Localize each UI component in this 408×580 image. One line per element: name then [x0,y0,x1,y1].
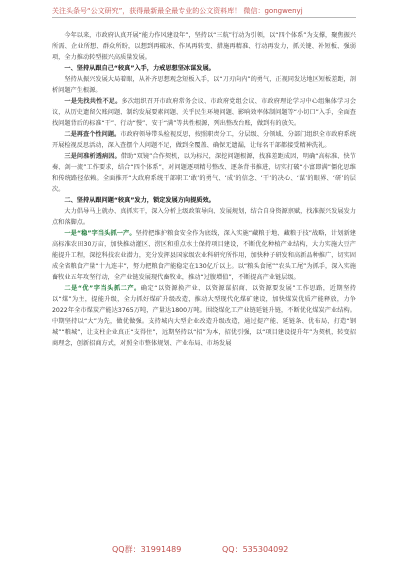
section-heading-2: 二、坚持从跟问题“较真”发力，锁定发展方向提质效。 [64,197,215,204]
page-header [0,0,408,22]
footer-qq-group: QQ群：31991489 [112,545,182,554]
point-paragraph [52,151,356,195]
point-lead: 二是再查个性问题。 [64,131,121,138]
intro-paragraph: 今年以来，市政府认真开展“能力作风建设年”，坚持以“三航”行动为引领，以“四个体系”为支撑，聚焦振兴所需、企业所想、群众所盼，以想到再破冰、作风再转变、措施再精准、行动再发力，抓关键、补短板、强弱项，全力推动转型振兴高质量发展。 [52,32,356,61]
point-text: 借助“双镜”合作契机，以为标尺，深挖问题根源，找准差距成因，明确“高标准、快节奏、剑一流”工作要求，结合“四个体系”，对问题逐项精号整改、逐条背书推进，切实打破“小富即满”僵化思维和传统路径依赖。全面推开“大政府系统干部职工‘敢’的勇气、‘成’的信念、‘干’的决心、‘谋’的眼界、‘研’的层次。 [52,153,356,193]
point-lead: 二是“优”字当头抓二产。 [64,285,141,292]
point-lead: 一是“稳”字当头抓一产。 [64,230,136,237]
point-paragraph [52,283,356,349]
body-paragraph: 坚持从振兴发展大局着眼，从补齐思想观念短板入手，以“刀刃向内”的勇气，正视同发达地区短板差距，剖析问题产生根源。 [52,76,356,94]
point-text: 市政府领导带头检视反思，按照职责分工，分层级、分领域、分部门组织全市政府系统开展检视反思活动，深入查摆个人问题不足，做到全覆盖、确保无遗漏，让每名干部都接受精神洗礼。 [52,131,356,149]
document-body [52,30,356,349]
point-paragraph [52,129,356,151]
header-divider [52,17,356,18]
point-text: 多次组织召开市政府常务会议、市政府党组会议、市政府理论学习中心组集体学习会议，从历史遗留欠账问题、制约发展要素问题、关乎民生环境问题、影响效率体制问题等“小切口”入手，全面查找问题背后的标准“干”、行动“慢”、安于“满”等共性根源，列出整改台账，做到有的放矢。 [52,98,357,127]
footer-qq-contact: QQ：535304092 [222,545,289,554]
section-heading-1: 一、坚持从跟自己“较真”入手，力戒思想坚冰谋发展。 [64,65,215,72]
body-paragraph: 大力倡导马上就办、真抓实干，深入分析上级政策导向、发展规划，结合自身资源禀赋，找准振兴发展发力点和落脚点。 [52,208,356,226]
header-promo-text: 关注头条号“公文研究”，获得最新最全最专业的公文资料库！ 微信：gongwenyj [52,7,303,15]
point-text: 确定“以资源换产业、以资源谋招商、以资源要发展”工作思路，近期坚持以“煤”为主，提能升级，全力抓好煤矿升级改造，推动大型现代化煤矿建设，加快煤炭优质产能释放，力争2022年全市煤炭产能达3765万吨，产量达1800万吨。围绕煤化工产业链延链升链，不断优化煤炭产业结构。中期坚持以“大”为先，做优做强。支持城内大型企业改造升级改造，通过提产能、延链条、优布局，打造“钢城”“粮城”，让支柱企业真正“支得住”，远期坚持以“招”为本，招优引强，以“项目建设提升年”为契机，转变招商理念，创新招商方式，对照全市整体规划、产业布局、市场发展 [52,285,356,347]
point-lead: 一是先找共性不足。 [64,98,122,105]
point-paragraph [52,96,356,129]
point-paragraph [52,228,356,283]
point-text: 坚持把维护粮食安全作为底线，深入实施“藏粮于地、藏粮于技”战略，计划新建高标准农田30万亩，加快推动灌区、涝区和重点水土保持项目建设，不断优化种植产业结构，大力实施大豆产能提升工程，深挖科技农业潜力，充分发挥县国家级农业科研究所作用，加快种子研发和高新品种推广，切实固成全省粮食产量“十九连丰”，努力把粮食产能稳定在130亿斤以上。以“粮头食尾”“农头工尾”为抓手，深入实施畜牧业五年攻坚行动，全产业链发展现代畜牧业，推动“过腹增值”，不断提高产业链层级。 [52,230,356,281]
point-lead: 三是问准析透病因。 [64,153,121,160]
page-footer [0,542,408,562]
